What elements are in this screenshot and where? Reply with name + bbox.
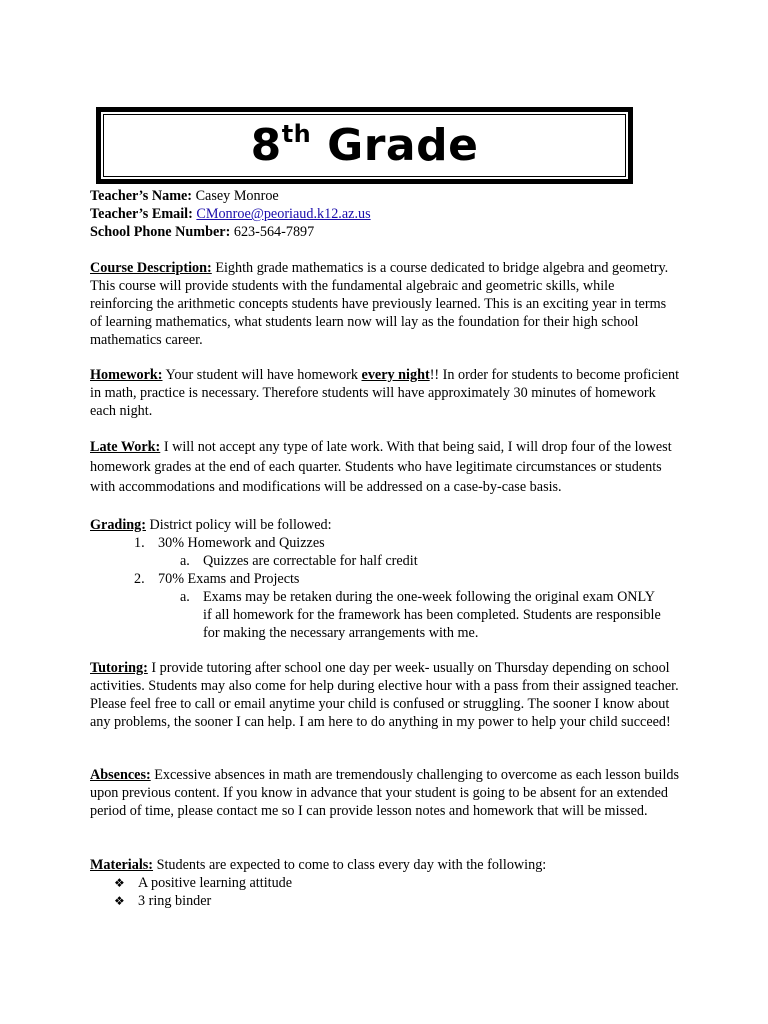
sub-list [158,588,680,642]
title-box [96,107,633,184]
teacher-name-line [90,187,680,205]
teacher-email-link[interactable]: CMonroe@peoriaud.k12.az.us [196,206,371,222]
course-description-text: Eighth grade mathematics is a course dedicated to bridge algebra and geometry. This course will provide students with the fundamental algebraic and geometric skills, while reinforcing the arithmetic concepts students have previously learned. This is an exciting year in terms of learning mathematics, what students learn now will lay as the foundation for their high school mathematics career. [90,260,669,348]
late-work-text: I will not accept any type of late work. With that being said, I will drop four of the lowest homework grades at the end of each quarter. Students who have legitimate circumstances or students with accommodations and modifications will be addressed on a case-by-case basis. [90,439,672,495]
page-title [251,120,479,172]
sub-list-text: Quizzes are correctable for half credit [203,553,418,569]
title-superscript: th [281,119,312,148]
list-item [90,534,680,570]
homework-text-a: Your student will have homework [162,367,362,383]
sub-list-text: Exams may be retaken during the one-week following the original exam ONLY if all homework for the framework has been completed. Students are responsible for making the necessary arrangements with me. [203,589,661,641]
late-work-heading: Late Work: [90,439,161,455]
list-number: 1. [134,535,145,551]
sub-list [158,552,680,570]
tutoring-section [90,659,680,731]
homework-text-b: !! In order for students to become proficient in math, practice is necessary. Therefore students will have approximately 30 minutes of homework each night. [90,367,680,419]
course-description-heading: Course Description: [90,260,212,276]
absences-text: Excessive absences in math are tremendously challenging to overcome as each lesson builds upon previous content. If you know in advance that your student is going to be absent for an extended period of time, please contact me so I can provide lesson notes and homework that will be missed. [90,767,680,819]
tutoring-heading: Tutoring: [90,660,148,676]
teacher-email-label: Teacher’s Email: [90,206,193,222]
materials-list [90,874,680,910]
contact-info [90,187,680,241]
late-work-section [90,437,680,497]
teacher-email-line [90,205,680,223]
title-text: Grade [327,119,479,171]
list-item [90,892,680,910]
grading-intro: District policy will be followed: [145,517,332,533]
teacher-name: Casey Monroe [195,188,279,204]
list-number: 2. [134,571,145,587]
homework-heading: Homework: [90,367,163,383]
phone-number: 623-564-7897 [233,224,315,240]
phone-line [90,223,680,241]
grading-list [90,534,680,642]
teacher-name-label: Teacher’s Name: [90,188,193,204]
sub-list-item [158,588,663,642]
list-item-text: 3 ring binder [138,893,212,909]
absences-section [90,766,680,820]
materials-heading: Materials: [90,857,154,873]
sub-list-item [158,552,680,570]
diamond-bullet-icon: ❖ [114,894,125,908]
grading-heading: Grading: [90,517,146,533]
sub-list-letter: a. [180,589,190,605]
list-item-text: 30% Homework and Quizzes [158,535,325,551]
homework-emphasis: every night [361,367,430,383]
list-item-text: A positive learning attitude [138,875,293,891]
list-item-text: 70% Exams and Projects [158,571,300,587]
list-item [90,570,680,642]
sub-list-letter: a. [180,553,190,569]
materials-intro: Students are expected to come to class every day with the following: [153,857,547,873]
grading-section [90,516,680,642]
diamond-bullet-icon: ❖ [114,876,125,890]
list-item [90,874,680,892]
phone-label: School Phone Number: [90,224,231,240]
title-number: 8 [250,119,282,171]
tutoring-text: I provide tutoring after school one day per week- usually on Thursday depending on school activities. Students may also come for help during elective hour with a pass from their assigned teacher. Please feel free to call or email anytime your child is confused or struggling. The sooner I know about any problems, the sooner I can help. I am here to do anything in my power to help your child succeed! [90,660,679,730]
absences-heading: Absences: [90,767,151,783]
materials-section [90,856,680,910]
course-description [90,259,680,349]
homework-section [90,366,680,420]
